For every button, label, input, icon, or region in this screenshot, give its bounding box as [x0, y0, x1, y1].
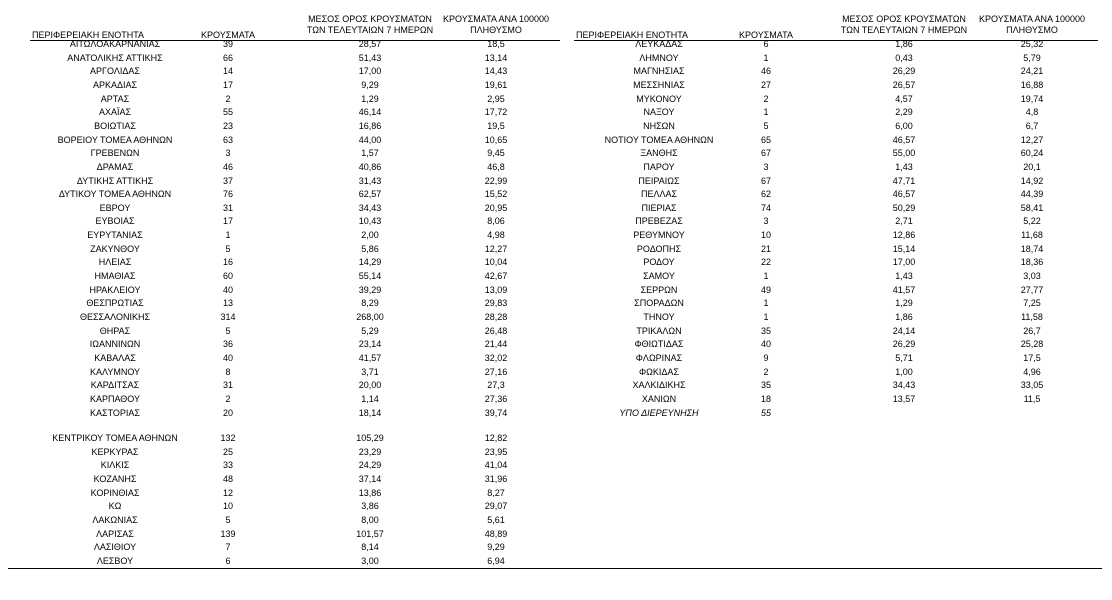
region-name-cell: ΠΕΙΡΑΙΩΣ [638, 175, 680, 186]
header-avg-left [300, 14, 440, 36]
per-100k-cell: 32,02 [484, 352, 508, 363]
avg-7day-cell: 1,86 [895, 312, 913, 322]
region-name-cell: ΔΥΤΙΚΟΥ ΤΟΜΕΑ ΑΘΗΝΩΝ [58, 189, 172, 200]
per-100k-cell: 31,96 [484, 473, 508, 484]
region-name-cell: ΚΑΛΥΜΝΟΥ [89, 366, 141, 377]
region-name-cell: ΑΡΤΑΣ [100, 93, 130, 104]
region-name-cell: ΠΡΕΒΕΖΑΣ [635, 216, 683, 227]
per-100k-cell: 8,06 [487, 216, 505, 227]
bottom-rule [8, 568, 1102, 569]
region-name-cell: ΑΡΚΑΔΙΑΣ [92, 79, 138, 90]
cases-cell: 16 [222, 257, 233, 268]
avg-7day-cell: 2,29 [895, 107, 913, 118]
header-avg-line2: ΤΩΝ ΤΕΛΕΥΤΑΙΩΝ 7 ΗΜΕΡΩΝ [840, 25, 968, 35]
per-100k-cell: 27,16 [484, 366, 508, 377]
region-name-cell: ΑΧΑΪΑΣ [98, 107, 132, 118]
per-100k-cell: 25,28 [1020, 339, 1044, 350]
cases-cell: 49 [760, 284, 771, 295]
cases-cell: 3 [763, 161, 769, 172]
cases-cell: 10 [222, 501, 233, 512]
header-per100k-left [436, 14, 556, 36]
region-name-cell: ΘΗΡΑΣ [99, 325, 131, 336]
per-100k-cell: 27,77 [1020, 284, 1044, 295]
per-100k-cell: 46,8 [487, 161, 505, 172]
avg-7day-cell: 14,29 [358, 257, 382, 268]
cases-cell: 2 [763, 366, 769, 377]
avg-7day-cell: 17,00 [892, 257, 916, 268]
per-100k-cell: 29,07 [484, 501, 508, 512]
avg-7day-cell: 3,71 [361, 366, 379, 377]
per-100k-cell: 27,3 [487, 380, 505, 391]
per-100k-cell: 12,27 [484, 243, 508, 254]
cases-cell: 31 [222, 202, 233, 213]
avg-7day-cell: 46,57 [892, 189, 916, 200]
region-name-cell: ΦΩΚΙΔΑΣ [639, 366, 679, 377]
region-name-cell: ΙΩΑΝΝΙΝΩΝ [89, 339, 141, 350]
per-100k-cell: 8,27 [487, 487, 505, 498]
header-per100k-right [972, 14, 1092, 36]
avg-7day-cell: 13,86 [358, 487, 382, 498]
per-100k-cell: 18,36 [1020, 257, 1044, 268]
per-100k-cell: 19,5 [487, 120, 505, 131]
per-100k-cell: 13,14 [484, 52, 508, 63]
region-name-cell: ΜΑΓΝΗΣΙΑΣ [633, 66, 685, 77]
per-100k-cell: 7,25 [1023, 298, 1041, 309]
per-100k-cell: 11,58 [1021, 312, 1043, 322]
avg-7day-cell: 105,29 [356, 433, 384, 443]
avg-7day-cell: 37,14 [358, 473, 382, 484]
cases-cell: 9 [763, 352, 769, 363]
per-100k-cell: 6,94 [487, 555, 505, 566]
cases-cell: 62 [760, 189, 771, 200]
region-name-cell: ΑΙΤΩΛΟΑΚΑΡΝΑΝΙΑΣ [69, 39, 161, 49]
region-name-cell: ΑΡΓΟΛΙΔΑΣ [90, 66, 140, 77]
per-100k-cell: 26,48 [484, 325, 508, 336]
cases-cell: 40 [760, 339, 771, 350]
cases-cell: 31 [222, 380, 233, 391]
region-name-cell: ΡΟΔΟΥ [643, 257, 675, 268]
avg-7day-cell: 101,57 [356, 528, 384, 539]
avg-7day-cell: 23,29 [358, 446, 382, 457]
per-100k-cell: 12,27 [1020, 134, 1044, 145]
cases-cell: 27 [760, 79, 771, 90]
per-100k-cell: 10,65 [484, 134, 508, 145]
region-name-cell: ΔΡΑΜΑΣ [96, 161, 134, 172]
avg-7day-cell: 51,43 [358, 52, 382, 63]
cases-cell: 67 [760, 148, 771, 159]
per-100k-cell: 12,82 [484, 433, 508, 443]
avg-7day-cell: 15,14 [892, 243, 916, 254]
per-100k-cell: 48,89 [484, 528, 508, 539]
region-name-cell: ΡΟΔΟΠΗΣ [636, 243, 682, 254]
per-100k-cell: 4,8 [1025, 107, 1039, 118]
cases-cell: 25 [222, 446, 233, 457]
region-name-cell: ΧΑΝΙΩΝ [641, 393, 677, 404]
per-100k-cell: 11,5 [1023, 393, 1041, 404]
cases-cell: 65 [760, 134, 771, 145]
avg-7day-cell: 18,14 [358, 407, 382, 418]
avg-7day-cell: 1,29 [361, 93, 379, 104]
per-100k-cell: 19,74 [1020, 93, 1044, 104]
header-cases-right: ΚΡΟΥΣΜΑΤΑ [739, 30, 793, 40]
avg-7day-cell: 47,71 [892, 175, 916, 186]
per-100k-cell: 44,39 [1020, 189, 1044, 200]
cases-cell: 1 [225, 230, 231, 241]
avg-7day-cell: 10,43 [358, 216, 382, 227]
region-name-cell: ΧΑΛΚΙΔΙΚΗΣ [632, 380, 686, 391]
region-name-cell: ΒΟΙΩΤΙΑΣ [94, 120, 136, 131]
cases-cell: 139 [220, 528, 236, 539]
avg-7day-cell: 8,29 [361, 298, 379, 309]
per-100k-cell: 24,21 [1020, 66, 1044, 77]
per-100k-cell: 18,5 [487, 39, 505, 49]
region-name-cell: ΤΡΙΚΑΛΩΝ [636, 325, 682, 336]
avg-7day-cell: 46,57 [892, 134, 916, 145]
per-100k-cell: 23,95 [484, 446, 508, 457]
region-name-cell: ΣΑΜΟΥ [643, 271, 675, 282]
cases-cell: 3 [763, 216, 769, 227]
per-100k-cell: 25,32 [1020, 39, 1044, 49]
region-name-cell: ΖΑΚΥΝΘΟΥ [90, 243, 140, 254]
avg-7day-cell: 2,00 [361, 230, 379, 241]
region-name-cell: ΚΕΝΤΡΙΚΟΥ ΤΟΜΕΑ ΑΘΗΝΩΝ [52, 433, 178, 443]
region-name-cell: ΜΥΚΟΝΟΥ [636, 93, 682, 104]
region-name-cell: ΦΛΩΡΙΝΑΣ [635, 352, 683, 363]
avg-7day-cell: 6,00 [895, 120, 913, 131]
cases-cell: 66 [222, 52, 233, 63]
avg-7day-cell: 26,29 [892, 339, 916, 350]
region-name-cell: ΗΜΑΘΙΑΣ [94, 271, 136, 282]
region-name-cell: ΣΠΟΡΑΔΩΝ [634, 298, 684, 309]
avg-7day-cell: 1,29 [895, 298, 913, 309]
region-name-cell: ΝΑΞΟΥ [643, 107, 675, 118]
avg-7day-cell: 268,00 [356, 312, 384, 322]
cases-cell: 76 [222, 189, 233, 200]
region-name-cell: ΚΕΡΚΥΡΑΣ [91, 446, 139, 457]
header-region-left: ΠΕΡΙΦΕΡΕΙΑΚΗ ΕΝΟΤΗΤΑ [32, 30, 145, 40]
avg-7day-cell: 1,14 [361, 393, 379, 404]
cases-cell: 37 [222, 175, 233, 186]
avg-7day-cell: 5,29 [361, 325, 379, 336]
region-name-cell: ΗΛΕΙΑΣ [98, 257, 132, 268]
cases-cell: 1 [763, 271, 769, 282]
per-100k-cell: 33,05 [1020, 380, 1044, 391]
per-100k-cell: 20,95 [484, 202, 508, 213]
region-name-cell: ΛΗΜΝΟΥ [639, 52, 679, 63]
region-name-cell: ΚΟΖΑΝΗΣ [93, 473, 137, 484]
header-avg-line1: ΜΕΣΟΣ ΟΡΟΣ ΚΡΟΥΣΜΑΤΩΝ [842, 14, 966, 24]
per-100k-cell: 10,04 [484, 257, 508, 268]
avg-7day-cell: 5,71 [895, 352, 913, 363]
region-name-cell: ΚΑΡΠΑΘΟΥ [89, 393, 141, 404]
avg-7day-cell: 3,00 [361, 555, 379, 566]
cases-cell: 5 [225, 243, 231, 254]
avg-7day-cell: 31,43 [358, 175, 382, 186]
cases-cell: 132 [220, 433, 236, 443]
per-100k-cell: 22,99 [484, 175, 508, 186]
header-per100k-line2: ΠΛΗΘΥΣΜΟ [470, 25, 522, 35]
cases-cell: 40 [222, 284, 233, 295]
cases-cell: 2 [225, 393, 231, 404]
avg-7day-cell: 1,43 [895, 161, 913, 172]
avg-7day-cell: 62,57 [358, 189, 382, 200]
per-100k-cell: 26,7 [1023, 325, 1041, 336]
avg-7day-cell: 26,29 [892, 66, 916, 77]
per-100k-cell: 20,1 [1023, 161, 1041, 172]
cases-cell: 46 [222, 161, 233, 172]
region-name-cell: ΛΕΣΒΟΥ [96, 555, 134, 566]
cases-cell: 18 [760, 393, 771, 404]
region-name-cell: ΚΩ [108, 501, 122, 512]
header-region-right: ΠΕΡΙΦΕΡΕΙΑΚΗ ΕΝΟΤΗΤΑ [576, 30, 689, 40]
avg-7day-cell: 2,71 [895, 216, 913, 227]
avg-7day-cell: 50,29 [892, 202, 916, 213]
under-investigation-label: ΥΠΟ ΔΙΕΡΕΥΝΗΣΗ [619, 407, 699, 418]
cases-cell: 39 [222, 39, 233, 49]
avg-7day-cell: 8,14 [361, 542, 379, 553]
per-100k-cell: 21,44 [484, 339, 508, 350]
avg-7day-cell: 13,57 [892, 393, 916, 404]
cases-cell: 2 [225, 93, 231, 104]
region-name-cell: ΠΙΕΡΙΑΣ [641, 202, 677, 213]
avg-7day-cell: 40,86 [358, 161, 382, 172]
cases-cell: 23 [222, 120, 233, 131]
region-name-cell: ΝΟΤΙΟΥ ΤΟΜΕΑ ΑΘΗΝΩΝ [604, 134, 714, 145]
region-name-cell: ΠΕΛΛΑΣ [640, 189, 678, 200]
per-100k-cell: 2,95 [487, 93, 505, 104]
per-100k-cell: 11,68 [1021, 230, 1043, 241]
cases-cell: 40 [222, 352, 233, 363]
region-name-cell: ΛΕΥΚΑΔΑΣ [635, 39, 683, 49]
region-name-cell: ΘΕΣΣΑΛΟΝΙΚΗΣ [79, 312, 151, 322]
cases-cell: 67 [760, 175, 771, 186]
region-name-cell: ΚΟΡΙΝΘΙΑΣ [90, 487, 140, 498]
cases-cell: 2 [763, 93, 769, 104]
avg-7day-cell: 4,57 [895, 93, 913, 104]
per-100k-cell: 14,92 [1020, 175, 1044, 186]
per-100k-cell: 9,29 [487, 542, 505, 553]
region-name-cell: ΒΟΡΕΙΟΥ ΤΟΜΕΑ ΑΘΗΝΩΝ [57, 134, 173, 145]
per-100k-cell: 5,22 [1023, 216, 1041, 227]
region-name-cell: ΛΑΚΩΝΙΑΣ [92, 514, 138, 525]
per-100k-cell: 42,67 [484, 271, 508, 282]
header-per100k-line1: ΚΡΟΥΣΜΑΤΑ ΑΝΑ 100000 [443, 14, 549, 24]
cases-cell: 33 [222, 460, 233, 471]
avg-7day-cell: 39,29 [358, 284, 382, 295]
cases-cell: 7 [225, 542, 231, 553]
cases-cell: 36 [222, 339, 233, 350]
avg-7day-cell: 1,57 [361, 148, 379, 159]
region-name-cell: ΤΗΝΟΥ [643, 312, 675, 322]
region-name-cell: ΔΥΤΙΚΗΣ ΑΤΤΙΚΗΣ [76, 175, 154, 186]
region-name-cell: ΗΡΑΚΛΕΙΟΥ [89, 284, 141, 295]
cases-cell: 12 [222, 487, 233, 498]
header-cases-left: ΚΡΟΥΣΜΑΤΑ [201, 30, 255, 40]
avg-7day-cell: 24,14 [892, 325, 916, 336]
header-per100k-line1: ΚΡΟΥΣΜΑΤΑ ΑΝΑ 100000 [979, 14, 1085, 24]
per-100k-cell: 13,09 [484, 284, 508, 295]
region-name-cell: ΓΡΕΒΕΝΩΝ [90, 148, 140, 159]
avg-7day-cell: 3,86 [361, 501, 379, 512]
avg-7day-cell: 8,00 [361, 514, 379, 525]
region-name-cell: ΛΑΣΙΘΙΟΥ [93, 542, 137, 553]
cases-cell: 22 [760, 257, 771, 268]
per-100k-cell: 27,36 [484, 393, 508, 404]
region-name-cell: ΕΥΒΟΙΑΣ [95, 216, 135, 227]
avg-7day-cell: 1,43 [895, 271, 913, 282]
avg-7day-cell: 20,00 [358, 380, 382, 391]
cases-cell: 13 [222, 298, 233, 309]
region-name-cell: ΚΑΡΔΙΤΣΑΣ [90, 380, 140, 391]
per-100k-cell: 5,61 [487, 514, 505, 525]
cases-cell: 314 [220, 312, 236, 322]
avg-7day-cell: 17,00 [358, 66, 382, 77]
avg-7day-cell: 46,14 [358, 107, 382, 118]
region-name-cell: ΘΕΣΠΡΩΤΙΑΣ [86, 298, 144, 309]
under-investigation-cases: 55 [760, 407, 771, 418]
cases-cell: 8 [225, 366, 231, 377]
cases-cell: 74 [760, 202, 771, 213]
avg-7day-cell: 9,29 [361, 79, 379, 90]
avg-7day-cell: 55,00 [892, 148, 916, 159]
per-100k-cell: 4,96 [1023, 366, 1041, 377]
region-name-cell: ΚΑΒΑΛΑΣ [94, 352, 136, 363]
per-100k-cell: 14,43 [484, 66, 508, 77]
per-100k-cell: 41,04 [484, 460, 508, 471]
cases-cell: 1 [763, 312, 769, 322]
per-100k-cell: 60,24 [1020, 148, 1044, 159]
region-name-cell: ΞΑΝΘΗΣ [640, 148, 678, 159]
avg-7day-cell: 12,86 [892, 230, 916, 241]
avg-7day-cell: 0,43 [895, 52, 913, 63]
cases-cell: 48 [222, 473, 233, 484]
region-name-cell: ΑΝΑΤΟΛΙΚΗΣ ΑΤΤΙΚΗΣ [67, 52, 163, 63]
per-100k-cell: 3,03 [1023, 271, 1041, 282]
cases-cell: 17 [222, 79, 233, 90]
per-100k-cell: 5,79 [1023, 52, 1041, 63]
region-name-cell: ΡΕΘΥΜΝΟΥ [633, 230, 685, 241]
cases-cell: 20 [222, 407, 233, 418]
avg-7day-cell: 44,00 [358, 134, 382, 145]
per-100k-cell: 29,83 [484, 298, 508, 309]
region-name-cell: ΜΕΣΣΗΝΙΑΣ [633, 79, 685, 90]
avg-7day-cell: 41,57 [892, 284, 916, 295]
avg-7day-cell: 23,14 [358, 339, 382, 350]
per-100k-cell: 19,61 [484, 79, 508, 90]
avg-7day-cell: 24,29 [358, 460, 382, 471]
cases-cell: 1 [763, 52, 769, 63]
avg-7day-cell: 1,86 [895, 39, 913, 49]
header-avg-line1: ΜΕΣΟΣ ΟΡΟΣ ΚΡΟΥΣΜΑΤΩΝ [308, 14, 432, 24]
per-100k-cell: 39,74 [484, 407, 508, 418]
cases-cell: 35 [760, 380, 771, 391]
cases-cell: 55 [222, 107, 233, 118]
region-name-cell: ΝΗΣΩΝ [643, 120, 675, 131]
region-name-cell: ΕΒΡΟΥ [99, 202, 131, 213]
header-avg-line2: ΤΩΝ ΤΕΛΕΥΤΑΙΩΝ 7 ΗΜΕΡΩΝ [306, 25, 434, 35]
region-name-cell: ΚΑΣΤΟΡΙΑΣ [90, 407, 140, 418]
cases-cell: 14 [222, 66, 233, 77]
avg-7day-cell: 34,43 [358, 202, 382, 213]
cases-cell: 6 [763, 39, 769, 49]
region-name-cell: ΠΑΡΟΥ [643, 161, 675, 172]
cases-cell: 10 [760, 230, 771, 241]
region-name-cell: ΛΑΡΙΣΑΣ [96, 528, 134, 539]
cases-cell: 63 [222, 134, 233, 145]
avg-7day-cell: 26,57 [892, 79, 916, 90]
avg-7day-cell: 1,00 [895, 366, 913, 377]
cases-cell: 1 [763, 107, 769, 118]
cases-cell: 5 [225, 514, 231, 525]
per-100k-cell: 18,74 [1020, 243, 1044, 254]
region-name-cell: ΚΙΛΚΙΣ [100, 460, 130, 471]
cases-cell: 60 [222, 271, 233, 282]
header-avg-right [834, 14, 974, 36]
cases-cell: 5 [225, 325, 231, 336]
avg-7day-cell: 5,86 [361, 243, 379, 254]
per-100k-cell: 6,7 [1025, 120, 1039, 131]
cases-cell: 6 [225, 555, 231, 566]
cases-cell: 21 [760, 243, 771, 254]
avg-7day-cell: 55,14 [358, 271, 382, 282]
cases-cell: 1 [763, 298, 769, 309]
region-name-cell: ΕΥΡΥΤΑΝΙΑΣ [87, 230, 143, 241]
avg-7day-cell: 41,57 [358, 352, 382, 363]
cases-cell: 46 [760, 66, 771, 77]
avg-7day-cell: 28,57 [358, 39, 382, 49]
per-100k-cell: 17,72 [484, 107, 508, 118]
header-per100k-line2: ΠΛΗΘΥΣΜΟ [1006, 25, 1058, 35]
avg-7day-cell: 16,86 [358, 120, 382, 131]
cases-cell: 3 [225, 148, 231, 159]
per-100k-cell: 16,88 [1020, 79, 1044, 90]
per-100k-cell: 15,52 [484, 189, 508, 200]
region-name-cell: ΣΕΡΡΩΝ [640, 284, 678, 295]
cases-cell: 17 [222, 216, 233, 227]
per-100k-cell: 28,28 [484, 312, 508, 322]
per-100k-cell: 4,98 [487, 230, 505, 241]
region-name-cell: ΦΘΙΩΤΙΔΑΣ [634, 339, 684, 350]
per-100k-cell: 17,5 [1023, 352, 1041, 363]
cases-cell: 35 [760, 325, 771, 336]
per-100k-cell: 9,45 [487, 148, 505, 159]
per-100k-cell: 58,41 [1020, 202, 1044, 213]
cases-cell: 5 [763, 120, 769, 131]
avg-7day-cell: 34,43 [892, 380, 916, 391]
